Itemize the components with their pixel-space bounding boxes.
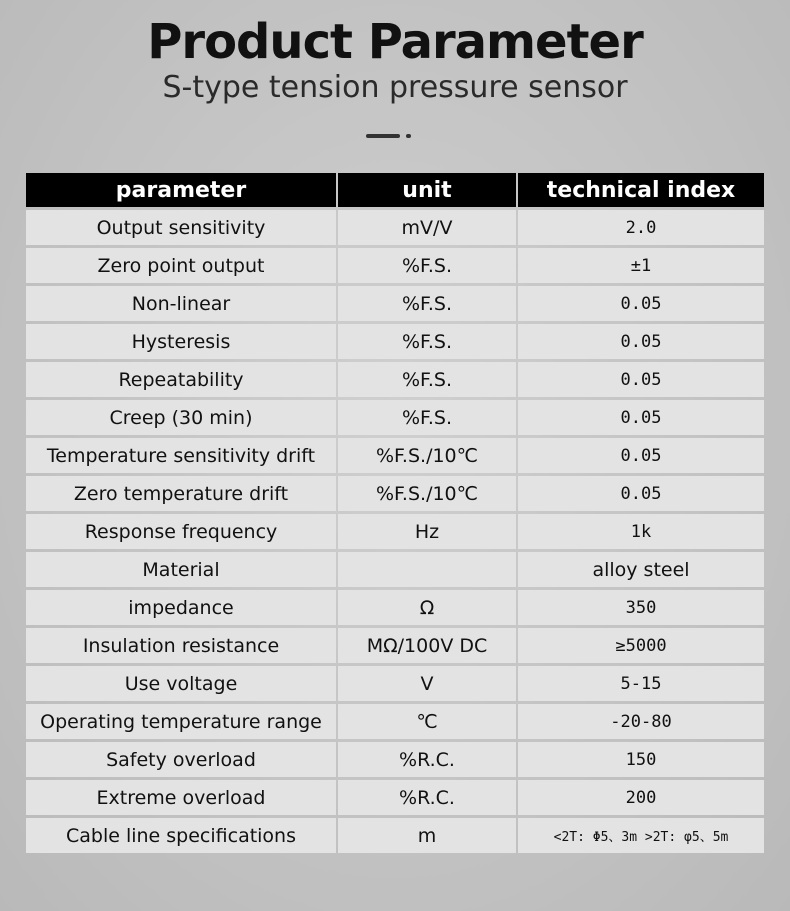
value-cell: 0.05 — [518, 362, 764, 397]
parameter-cell: Zero point output — [26, 248, 336, 283]
table-row — [26, 780, 764, 815]
parameter-cell: Use voltage — [26, 666, 336, 701]
value-cell: ≥5000 — [518, 628, 764, 663]
title-divider — [366, 134, 400, 138]
table-row — [26, 438, 764, 473]
value-cell: 350 — [518, 590, 764, 625]
value-cell: 200 — [518, 780, 764, 815]
table-row — [26, 476, 764, 511]
parameter-cell: Cable line specifications — [26, 818, 336, 853]
value-cell: 5-15 — [518, 666, 764, 701]
table-row — [26, 324, 764, 359]
table-row — [26, 514, 764, 549]
value-cell: 150 — [518, 742, 764, 777]
parameter-cell: Output sensitivity — [26, 210, 336, 245]
column-header-technical-index: technical index — [518, 173, 764, 207]
title-divider-dot — [406, 134, 411, 138]
unit-cell: %F.S. — [338, 400, 516, 435]
unit-cell: %F.S. — [338, 324, 516, 359]
value-cell: alloy steel — [518, 552, 764, 587]
page-title: Product Parameter — [147, 14, 643, 70]
value-cell: ±1 — [518, 248, 764, 283]
unit-cell: %R.C. — [338, 742, 516, 777]
table-row — [26, 248, 764, 283]
unit-cell: %F.S. — [338, 362, 516, 397]
value-cell: 0.05 — [518, 324, 764, 359]
column-header-parameter: parameter — [26, 173, 336, 207]
table-row — [26, 362, 764, 397]
unit-cell: %R.C. — [338, 780, 516, 815]
unit-cell: V — [338, 666, 516, 701]
unit-cell: Ω — [338, 590, 516, 625]
parameter-cell: Zero temperature drift — [26, 476, 336, 511]
value-cell: -20-80 — [518, 704, 764, 739]
value-cell: 0.05 — [518, 400, 764, 435]
parameter-table — [24, 170, 766, 856]
table-row — [26, 742, 764, 777]
parameter-cell: Creep (30 min) — [26, 400, 336, 435]
parameter-cell: Response frequency — [26, 514, 336, 549]
value-cell: 0.05 — [518, 476, 764, 511]
page-subtitle: S-type tension pressure sensor — [162, 70, 628, 105]
table-row — [26, 286, 764, 321]
unit-cell — [338, 552, 516, 587]
value-cell: 2.0 — [518, 210, 764, 245]
table-header-row — [26, 173, 764, 207]
column-header-unit: unit — [338, 173, 516, 207]
table-row — [26, 818, 764, 853]
unit-cell: ℃ — [338, 704, 516, 739]
unit-cell: m — [338, 818, 516, 853]
parameter-cell: Non-linear — [26, 286, 336, 321]
table-row — [26, 704, 764, 739]
table-row — [26, 666, 764, 701]
value-cell: 1k — [518, 514, 764, 549]
value-cell: 0.05 — [518, 438, 764, 473]
parameter-cell: Safety overload — [26, 742, 336, 777]
table-row — [26, 210, 764, 245]
parameter-cell: Insulation resistance — [26, 628, 336, 663]
value-cell: <2T: Φ5、3m >2T: φ5、5m — [518, 818, 764, 853]
unit-cell: %F.S. — [338, 286, 516, 321]
value-cell: 0.05 — [518, 286, 764, 321]
parameter-cell: Temperature sensitivity drift — [26, 438, 336, 473]
unit-cell: %F.S./10℃ — [338, 438, 516, 473]
parameter-cell: Material — [26, 552, 336, 587]
parameter-cell: Operating temperature range — [26, 704, 336, 739]
unit-cell: mV/V — [338, 210, 516, 245]
parameter-cell: Repeatability — [26, 362, 336, 397]
unit-cell: %F.S./10℃ — [338, 476, 516, 511]
table-row — [26, 590, 764, 625]
parameter-cell: Extreme overload — [26, 780, 336, 815]
table-row — [26, 400, 764, 435]
table-row — [26, 552, 764, 587]
unit-cell: MΩ/100V DC — [338, 628, 516, 663]
unit-cell: Hz — [338, 514, 516, 549]
parameter-cell: impedance — [26, 590, 336, 625]
parameter-cell: Hysteresis — [26, 324, 336, 359]
unit-cell: %F.S. — [338, 248, 516, 283]
table-row — [26, 628, 764, 663]
